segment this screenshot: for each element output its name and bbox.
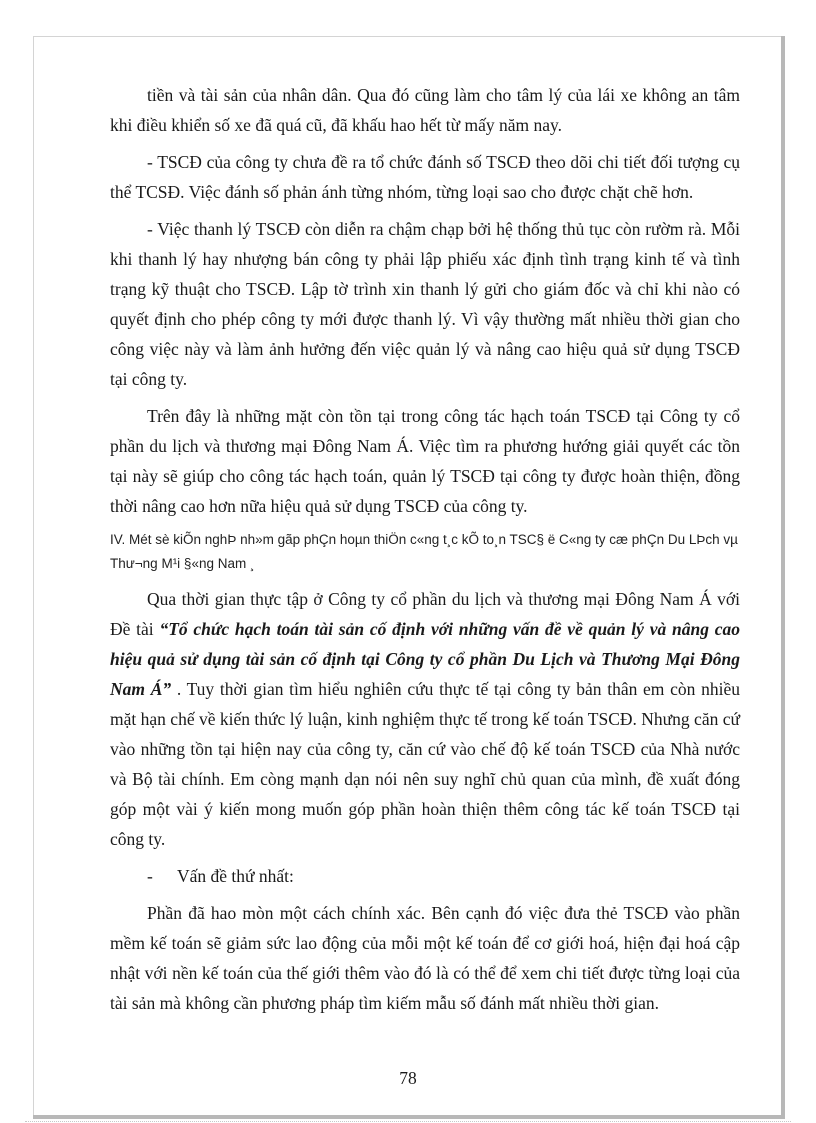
document-body [110, 80, 740, 1025]
paragraph-2: - TSCĐ của công ty chưa đề ra tổ chức đánh số TSCĐ theo dõi chi tiết đối tượng cụ thể TCSĐ. Việc đánh số phản ánh từng nhóm, từng loại sao cho được chặt chẽ hơn. [110, 152, 740, 202]
page-number: 78 [399, 1068, 417, 1088]
footer-dotted-rule [25, 1121, 791, 1122]
section-heading: IV. Mét sè kiÕn nghÞ nh»m gãp phÇn hoµn thiÖn c«ng t¸c kÕ to¸n TSC§ ë C«ng ty cæ phÇn Du LÞch vµ Thư¬ng M¹i §«ng Nam ¸ [110, 532, 738, 571]
paragraph-5-intro: Qua thời gian thực tập ở Công ty cổ phần du lịch và thương mại Đông Nam Á với Đề tài [110, 589, 740, 639]
paragraph-5-rest: . Tuy thời gian tìm hiểu nghiên cứu thực tế tại công ty bản thân em còn nhiều mặt hạn chế về kiến thức lý luận, kinh nghiệm thực tế trong kế toán TSCĐ. Nhưng căn cứ vào những tồn tại hiện nay của công ty, căn cứ vào chế độ kế toán TSCĐ của Nhà nước và Bộ tài chính. Em còng mạnh dạn nói nên suy nghĩ chủ quan của mình, đề xuất đóng góp một vài ý kiến mong muốn góp phần hoàn thiện thêm công tác kế toán TSCĐ tại công ty. [110, 679, 740, 849]
thesis-title: “Tổ chức hạch toán tài sản cố định với những vấn đề về quản lý và nâng cao hiệu quả sử dụng tài sản cố định tại Công ty cổ phần Du Lịch và Thương Mại Đông Nam Á” [110, 619, 740, 699]
dash-list-item [110, 861, 740, 891]
paragraph-6: Phần đã hao mòn một cách chính xác. Bên cạnh đó việc đưa thẻ TSCĐ vào phần mềm kế toán sẽ giảm sức lao động của mỗi một kế toán để cơ giới hoá, hiện đại hoá cập nhật với nền kế toán của thế giới thêm vào đó là có thể để xem chi tiết được từng loại của tài sản mà không cần phương pháp tìm kiếm mẫu số đánh mất nhiều thời gian. [110, 903, 740, 1013]
dash-item-text: Vấn đề thứ nhất: [177, 866, 294, 886]
paragraph-5 [110, 584, 740, 854]
paragraph-3: - Việc thanh lý TSCĐ còn diễn ra chậm chạp bởi hệ thống thủ tục còn rườm rà. Mỗi khi thanh lý hay nhượng bán công ty phải lập phiếu xác định tình trạng kinh tế và tình trạng kỹ thuật cho TSCĐ. Lập tờ trình xin thanh lý gửi cho giám đốc và chỉ khi nào có quyết định cho phép công ty mới được thanh lý. Vì vậy thường mất nhiều thời gian cho công việc này và làm ảnh hưởng đến việc quản lý và nâng cao hiệu quả sử dụng TSCĐ tại công ty. [110, 219, 740, 389]
paragraph-4: Trên đây là những mặt còn tồn tại trong công tác hạch toán TSCĐ tại Công ty cổ phần du lịch và thương mại Đông Nam Á. Việc tìm ra phương hướng giải quyết các tồn tại này sẽ giúp cho công tác hạch toán, quản lý TSCĐ tại công ty được hoàn thiện, đồng thời nâng cao hơn nữa hiệu quả sử dụng TSCĐ của công ty. [110, 406, 740, 516]
paragraph-1: tiền và tài sản của nhân dân. Qua đó cũng làm cho tâm lý của lái xe không an tâm khi điều khiển số xe đã quá cũ, đã khấu hao hết từ mấy năm nay. [110, 85, 740, 135]
dash-marker: - [147, 866, 153, 886]
